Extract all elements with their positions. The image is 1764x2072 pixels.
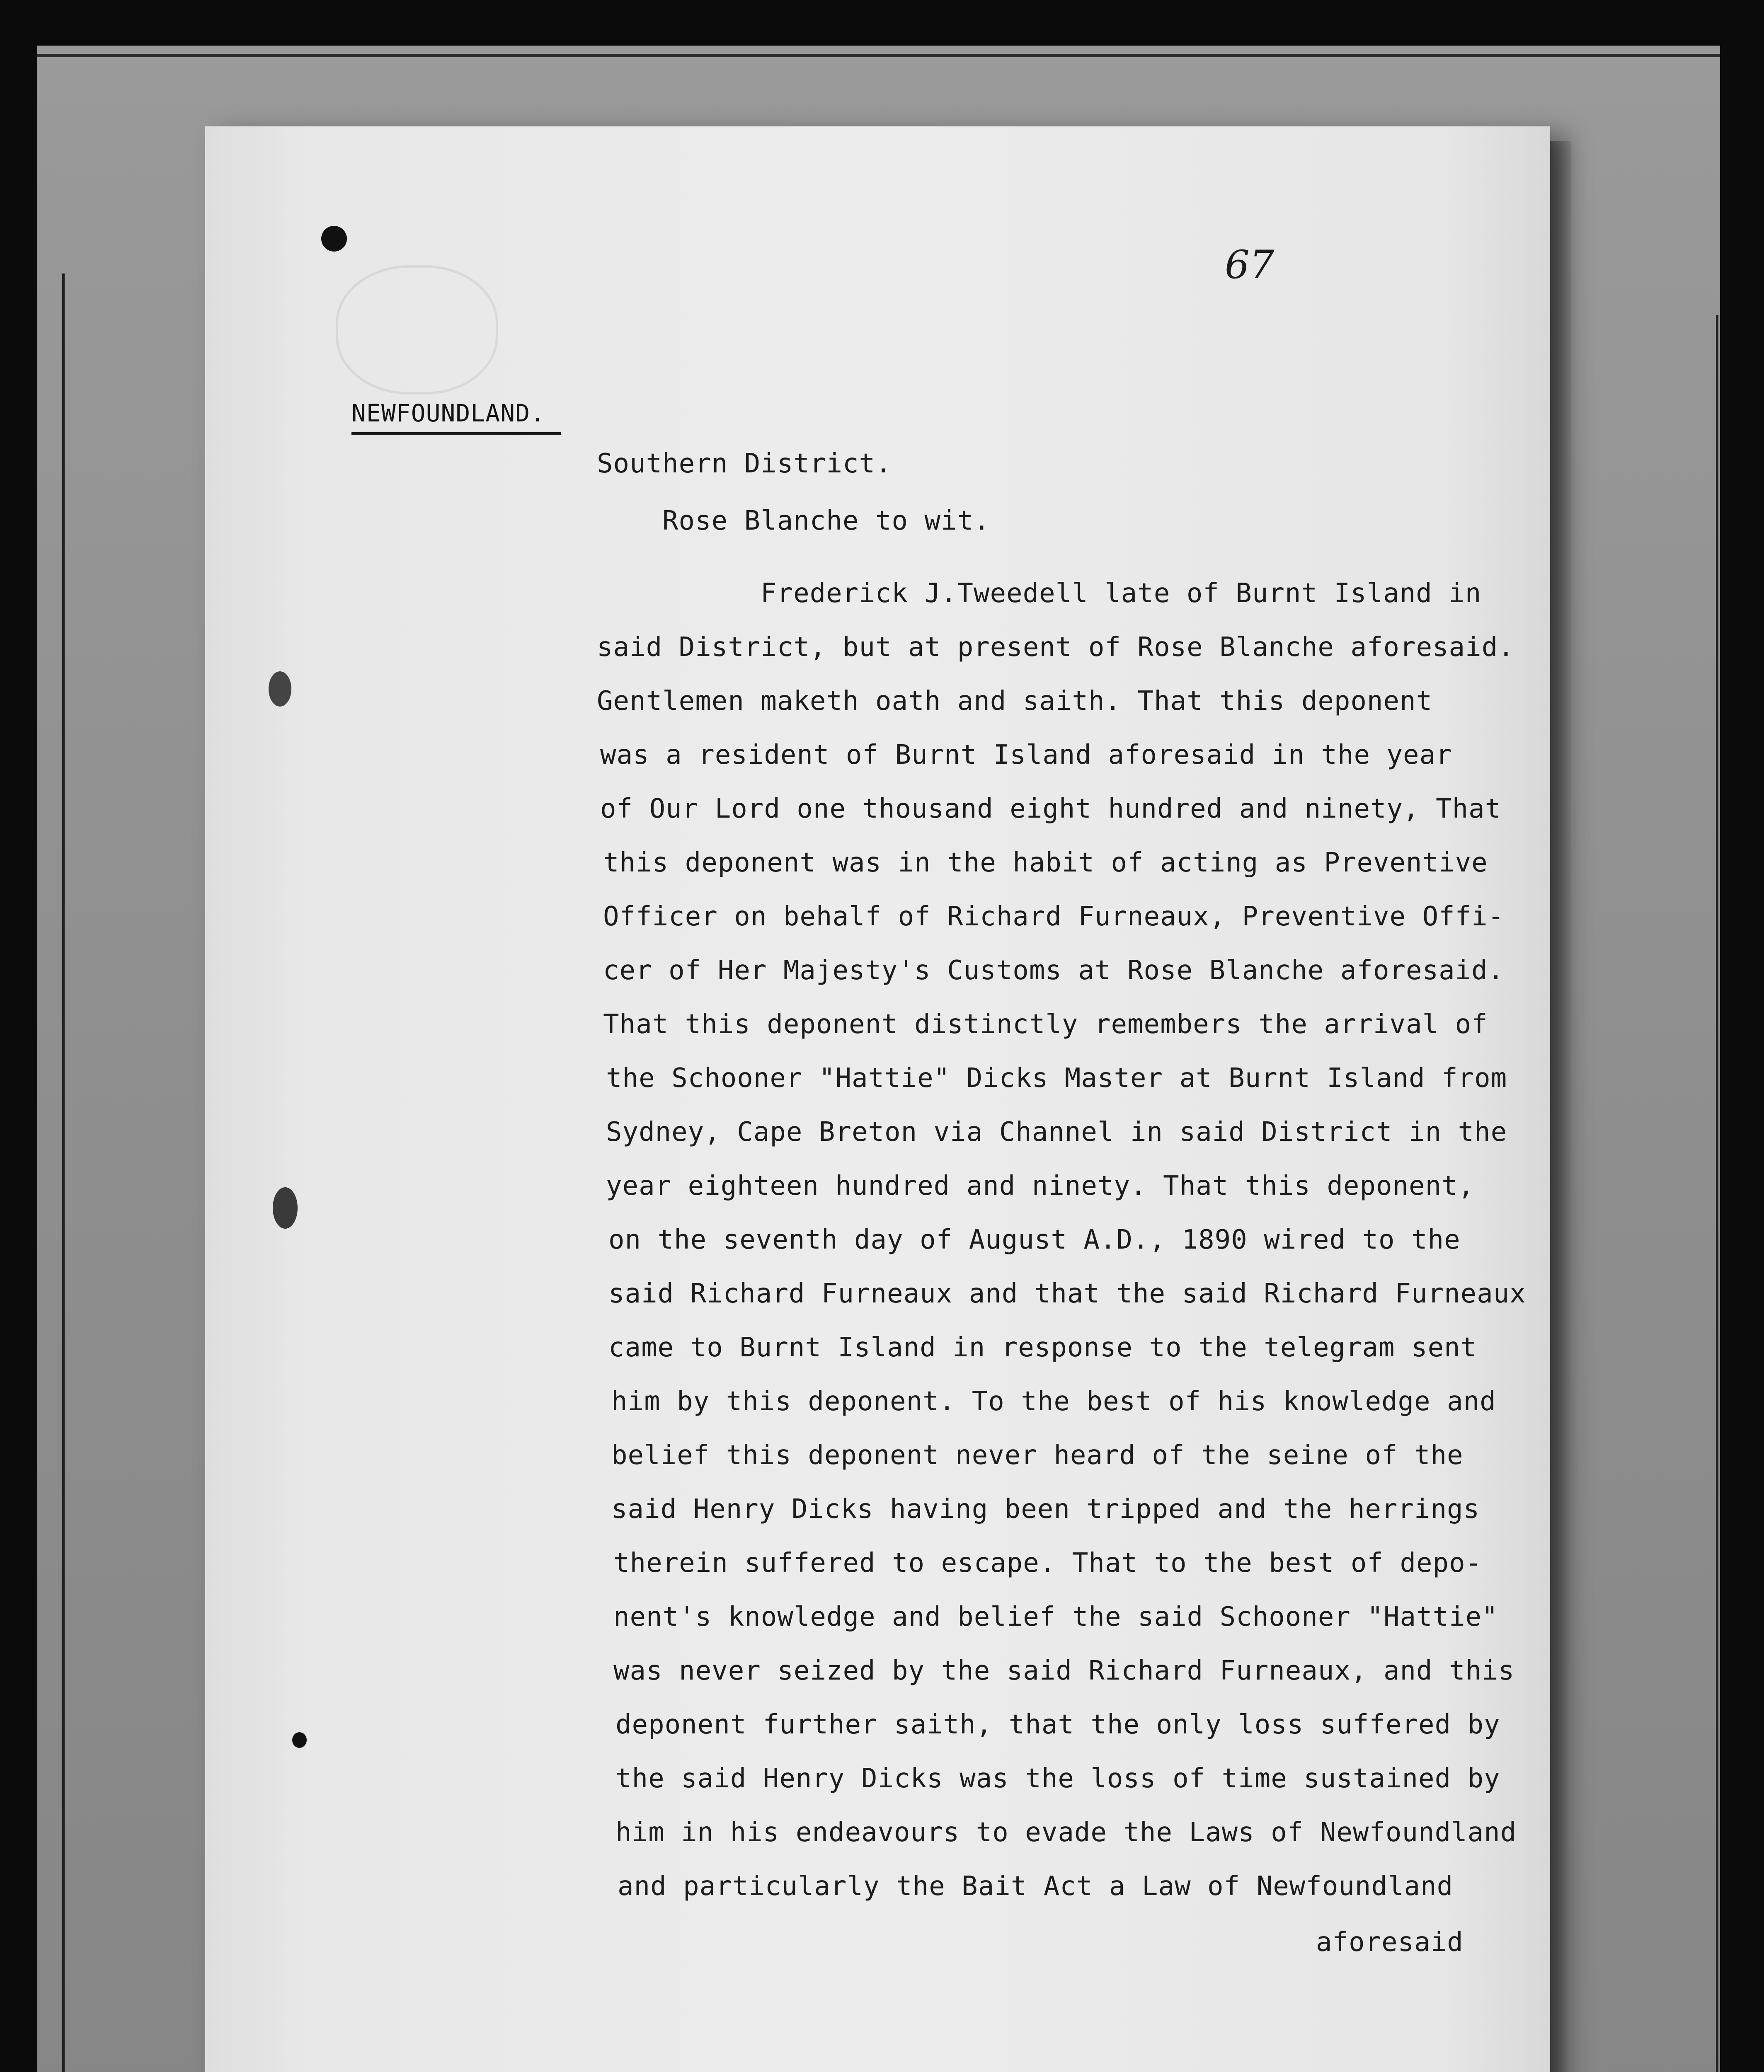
body-line: was a resident of Burnt Island aforesaid in the year: [600, 740, 1452, 770]
body-line: said Henry Dicks having been tripped and the herrings: [611, 1494, 1480, 1525]
catchword: aforesaid: [1316, 1927, 1464, 1958]
heading-underline: [351, 432, 561, 435]
body-line: nent's knowledge and belief the said Schooner "Hattie": [613, 1602, 1498, 1632]
body-line: on the seventh day of August A.D., 1890 wired to the: [608, 1225, 1461, 1255]
district-line: Southern District.: [597, 448, 892, 479]
punch-hole-icon: [292, 1732, 307, 1748]
body-line: the said Henry Dicks was the loss of time sustained by: [615, 1763, 1500, 1794]
body-line: That this deponent distinctly remembers the arrival of: [603, 1009, 1488, 1040]
body-line: him by this deponent. To the best of his knowledge and: [611, 1386, 1496, 1417]
body-line: was never seized by the said Richard Furneaux, and this: [613, 1656, 1515, 1686]
body-line: Officer on behalf of Richard Furneaux, Preventive Offi-: [603, 901, 1505, 932]
body-line: said District, but at present of Rose Blanche aforesaid.: [597, 632, 1514, 663]
body-line: deponent further saith, that the only loss suffered by: [615, 1709, 1500, 1740]
jurisdiction-heading: NEWFOUNDLAND.: [351, 399, 545, 427]
body-line: therein suffered to escape. That to the best of depo-: [613, 1548, 1482, 1578]
body-line: said Richard Furneaux and that the said Richard Furneaux: [608, 1278, 1526, 1309]
body-line: the Schooner "Hattie" Dicks Master at Burnt Island from: [606, 1063, 1507, 1094]
body-line: Sydney, Cape Breton via Channel in said District in the: [606, 1117, 1507, 1147]
body-line: Gentlemen maketh oath and saith. That this deponent: [597, 686, 1433, 716]
body-line: of Our Lord one thousand eight hundred and ninety, That: [600, 794, 1502, 824]
body-line: cer of Her Majesty's Customs at Rose Blanche aforesaid.: [603, 955, 1505, 986]
body-line: him in his endeavours to evade the Laws of Newfoundland: [615, 1817, 1517, 1848]
punch-hole-icon: [273, 1187, 298, 1229]
page-number: 67: [1225, 242, 1275, 288]
body-line: and particularly the Bait Act a Law of Newfoundland: [618, 1871, 1454, 1902]
body-line: Frederick J.Tweedell late of Burnt Island in: [761, 578, 1482, 609]
punch-hole-icon: [321, 226, 347, 252]
body-line: came to Burnt Island in response to the telegram sent: [608, 1332, 1477, 1363]
body-line: belief this deponent never heard of the seine of the: [611, 1440, 1464, 1471]
film-edge-line-right: [1716, 315, 1718, 2072]
body-line: year eighteen hundred and ninety. That this deponent,: [606, 1171, 1475, 1201]
locality-line: Rose Blanche to wit.: [662, 506, 990, 536]
film-frame-line: [37, 54, 1720, 57]
embossed-seal: [336, 265, 498, 395]
film-edge-line-left: [62, 274, 65, 2072]
body-line: this deponent was in the habit of acting as Preventive: [603, 847, 1488, 878]
punch-hole-icon: [269, 671, 291, 707]
